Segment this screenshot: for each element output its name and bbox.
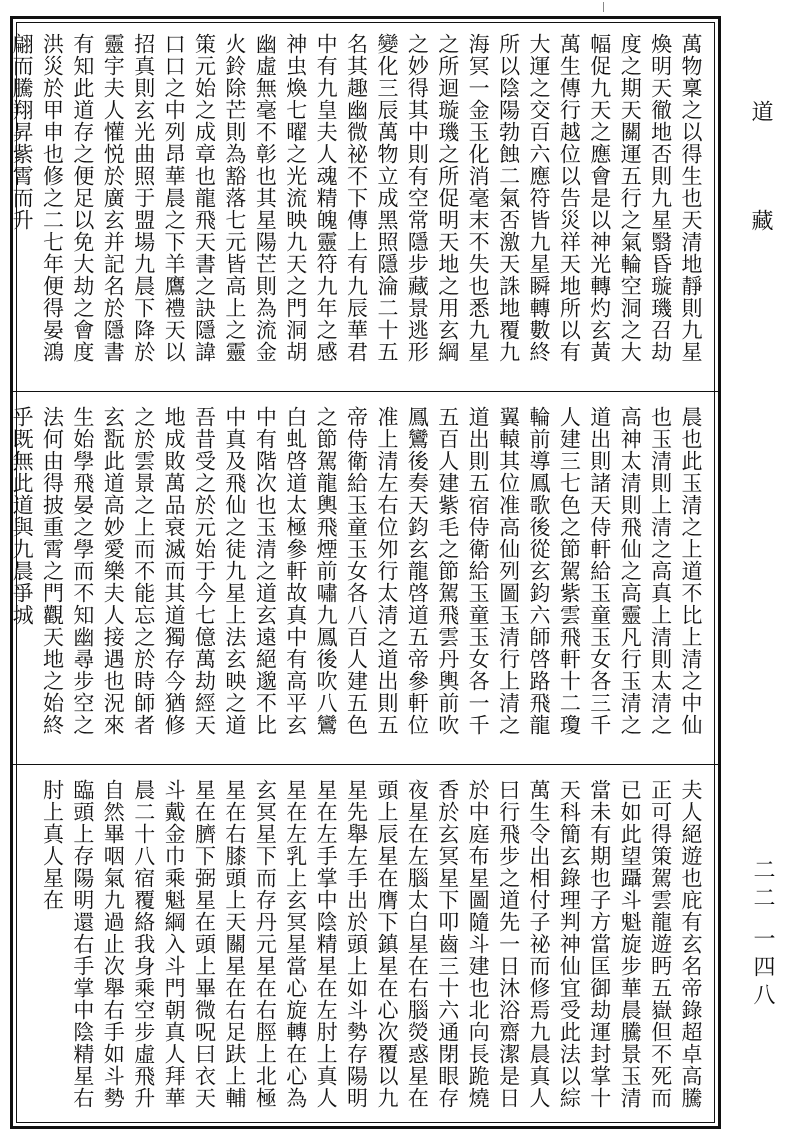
text-column-block: 萬物稟之以得生也天清地靜則九星煥明天徹地否則九星翳昏璇璣召劫度之期天關運五行之氣輪空洞之大幅促九天之應會是以神光轉灼玄黃萬生傳行越位以告災祥天地所以有大運之交百六應符皆九星瞬轉數終所以陰陽勃蝕二氣否激天誅地覆九海冥一金玉化消毫末不失也悉九星之所迴璇璣之所促明天地之用玄綱之妙得其中則有空常隱步藏景逃形變化三辰萬物立成黑照隱淪二十五名其趣幽微祕不下傳上有九辰華君中有九皇夫人魂精魄靈符九年之感神虫煥七曜之光流映九天之門洞胡幽虛無毫不彰也其星陽芒則為流金火鈴除芒則為豁落七元皆高上之靈策元始之成章也龍飛天書之訣隱諱口口之中列昂華晨之下羊鷹禮天以招真則玄光曲照于盟場九晨下降於靈宇夫人懽悦於廣玄并記名於隱書有知此道存之便足以免大劫之會度洪災於甲申也修之二七年便得晏鴻翩而騰翔昇紫霄而升 (10, 33, 703, 363)
page-number: 二二 一四八 (750, 858, 775, 1011)
text-register-middle (10, 391, 718, 764)
text-register-top (10, 19, 718, 391)
text-column-block: 夫人絕遊也庇有玄名帝錄超卓高騰正可得策駕雲龍遊眄五嶽但不死而已如此望躡斗魁旋步華晨騰景玉清當未有期也子方當匡御劫運封掌十天科簡玄錄理判神仙宜受此法以綜萬生令出相付子祕而修焉九晨真人曰行飛步之道先一日沐浴齋潔是日於中庭布星圖隨斗建也北向長跪燒香於玄冥星下叩齒三十六通閉眼存夜星在左腦太白星在右腦熒惑星在頭上辰星在膺下鎮星在心次覆以九星先舉左手出於頭上如斗勢存陽明星在左手掌中陰精星在左肘上真人星在左乳上玄冥星當心旋轉在心為玄冥星下而存丹元星在右脛上北極星在右膝頭上天關星在右足趺上輔星在臍下弼星在頭上畢微呪曰衣天斗戴金巾乘魁綱入斗門朝真人拜華晨二十八宿覆絡我身乘空步虛飛升自然畢咽氣九過止次舉右手如斗勢臨頭上存陽明還右手掌中陰精星右肘上真人星在 (40, 779, 703, 1109)
text-column-block: 晨也此玉清之上道不比上清之中仙也玉清則上清之高真上清則太清之高神太清則飛仙之高靈凡行玉清之道出則諸天侍軒給玉童玉女各三千人建三七色之節駕紫雲飛軒十二瓊輪前導鳳歌後從玄鈞六師啓路飛龍翼轅其位准高仙列圖玉清行上清之道出則五宿侍衛給玉童玉女各一千五百人建紫毛之節駕飛雲丹輿前吹鳳鸞後奏天鈞玄龍啓道五帝參軒位准上清左右位夘行太清之道出則五帝侍衛給玉童玉女各八百人建五色之節駕龍輿飛煙前嘯九鳳後吹八鸞白虬啓道太極參軒故真中有高平玄中有階次也玉清之道玄遠絕邈不比中真及飛仙之徒九星上法玄映之道吾昔受之於元始于今七億萬劫經天地成敗萬品衰滅而其道獨存今猶修之於雲景之上而不能忘之於時師者玄翫此道高妙愛樂夫人接遇也況來生始學飛晏之學而不知幽尋步空之法何由得披重霄之門觀天地之始終乎既無此道與九晨爭城 (10, 406, 703, 736)
source-label: 道 藏 (748, 100, 773, 271)
page-frame (10, 16, 721, 1129)
top-fold-mark (603, 2, 604, 12)
text-register-bottom (13, 764, 718, 1126)
right-margin (732, 0, 792, 1141)
